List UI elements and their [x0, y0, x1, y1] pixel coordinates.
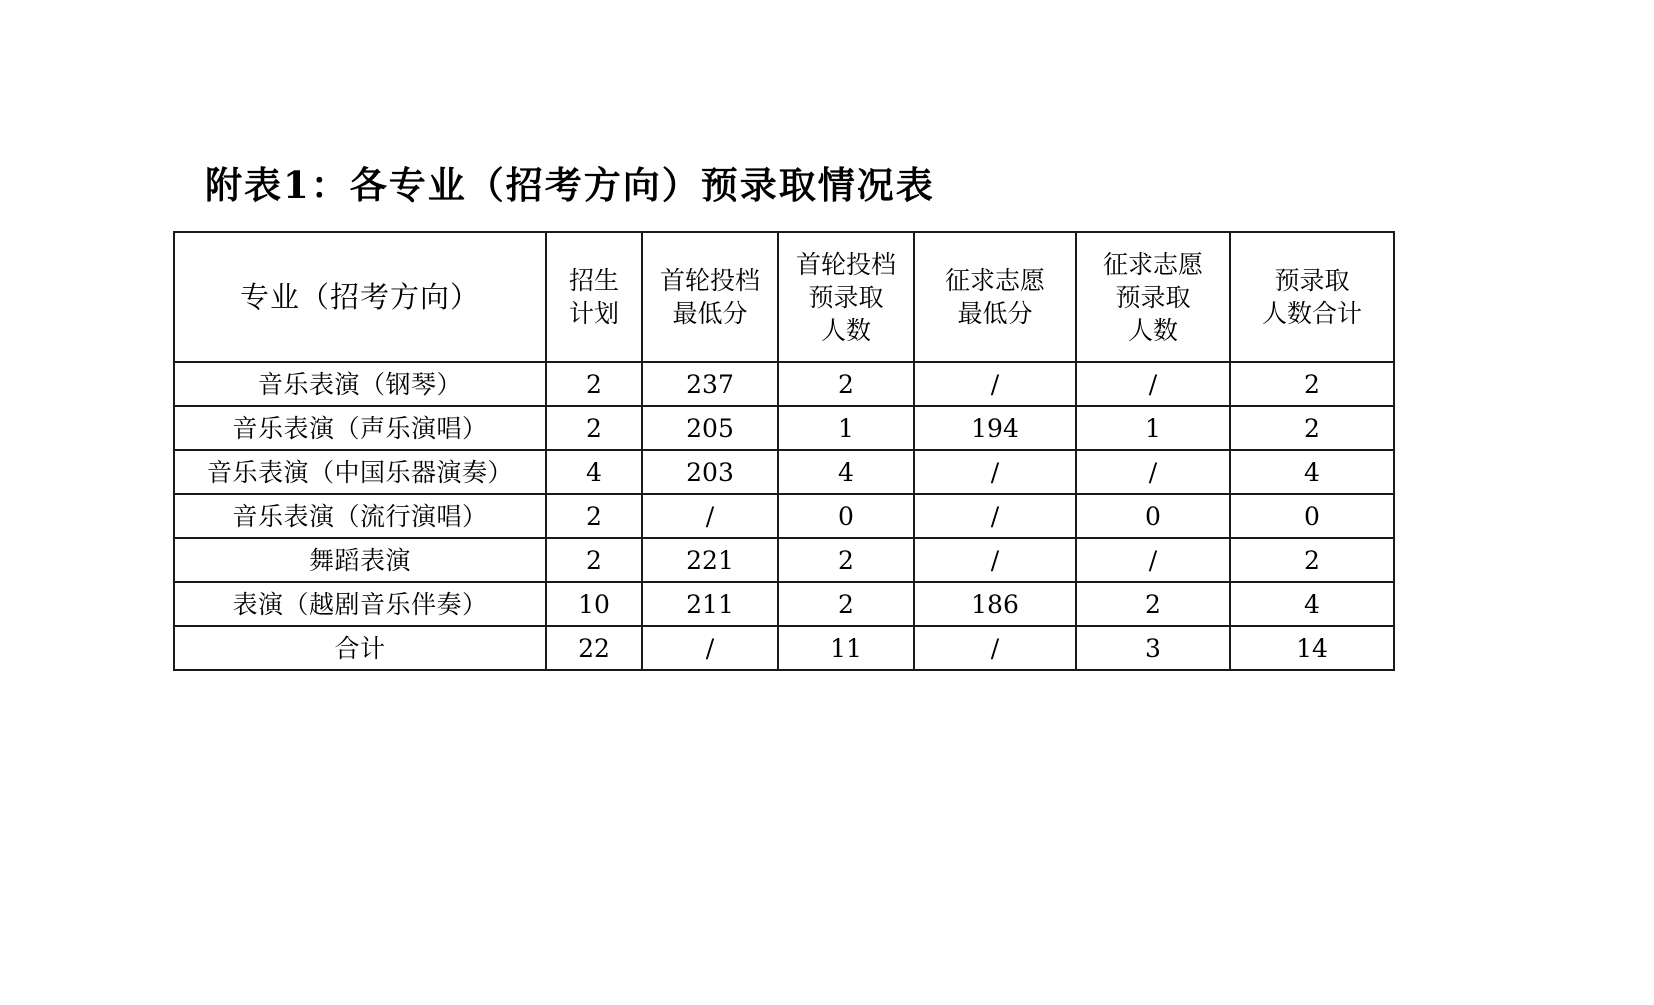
cell-first-round-admitted: 1 [778, 406, 914, 450]
cell-first-round-min-score: 203 [642, 450, 778, 494]
cell-first-round-admitted: 4 [778, 450, 914, 494]
column-header-line: 首轮投档 [659, 266, 760, 295]
column-header-first-round-admitted-count [778, 232, 914, 362]
column-header-line: 预录取 [1115, 282, 1191, 312]
cell-first-round-admitted: 2 [778, 362, 914, 406]
cell-first-round-min-score: 211 [642, 582, 778, 626]
column-header-total-admitted [1230, 232, 1394, 362]
column-header-first-round-min-score [642, 232, 778, 362]
cell-plan: 2 [546, 494, 642, 538]
cell-total-admitted: 14 [1230, 626, 1394, 670]
cell-solicit-min-score: / [914, 538, 1076, 582]
cell-first-round-admitted: 2 [778, 582, 914, 626]
cell-plan: 10 [546, 582, 642, 626]
table-header [174, 232, 1394, 362]
column-header-line: 预录取 [808, 282, 884, 312]
column-header-plan [546, 232, 642, 362]
cell-total-admitted: 0 [1230, 494, 1394, 538]
column-header-line: 招生 [568, 266, 619, 295]
column-header-line: 征求志愿 [944, 266, 1045, 295]
enrollment-table [173, 231, 1395, 671]
column-header-line: 征求志愿 [1102, 249, 1203, 279]
cell-plan: 2 [546, 362, 642, 406]
cell-major: 音乐表演（钢琴） [174, 362, 546, 406]
column-header-solicit-admitted-count [1076, 232, 1230, 362]
cell-major: 舞蹈表演 [174, 538, 546, 582]
cell-solicit-admitted: / [1076, 538, 1230, 582]
cell-total-admitted: 2 [1230, 362, 1394, 406]
enrollment-table-container [173, 231, 1393, 671]
cell-solicit-admitted: 1 [1076, 406, 1230, 450]
cell-major: 音乐表演（中国乐器演奏） [174, 450, 546, 494]
column-header-line: 最低分 [957, 299, 1033, 328]
column-header-major [174, 232, 546, 362]
cell-total-admitted: 4 [1230, 582, 1394, 626]
cell-first-round-min-score: 205 [642, 406, 778, 450]
column-header-line: 计划 [568, 299, 619, 328]
cell-total-admitted: 2 [1230, 406, 1394, 450]
column-header-line: 预录取 [1274, 266, 1350, 295]
cell-solicit-min-score: 186 [914, 582, 1076, 626]
cell-solicit-admitted: 0 [1076, 494, 1230, 538]
cell-plan: 2 [546, 538, 642, 582]
cell-first-round-admitted: 2 [778, 538, 914, 582]
table-header-row [174, 232, 1394, 362]
cell-solicit-min-score: / [914, 450, 1076, 494]
table-row [174, 450, 1394, 494]
column-header-solicit-min-score [914, 232, 1076, 362]
cell-major: 合计 [174, 626, 546, 670]
table-row [174, 406, 1394, 450]
cell-first-round-admitted: 0 [778, 494, 914, 538]
cell-plan: 2 [546, 406, 642, 450]
cell-total-admitted: 2 [1230, 538, 1394, 582]
cell-solicit-min-score: 194 [914, 406, 1076, 450]
cell-first-round-min-score: / [642, 626, 778, 670]
cell-major: 音乐表演（声乐演唱） [174, 406, 546, 450]
cell-solicit-min-score: / [914, 626, 1076, 670]
column-header-line: 首轮投档 [795, 249, 896, 279]
table-row [174, 582, 1394, 626]
cell-solicit-admitted: 2 [1076, 582, 1230, 626]
column-header-line: 人数合计 [1261, 299, 1362, 328]
table-row-total [174, 626, 1394, 670]
table-row [174, 362, 1394, 406]
cell-plan: 4 [546, 450, 642, 494]
page-title: 附表1：各专业（招考方向）预录取情况表 [205, 163, 935, 207]
cell-first-round-admitted: 11 [778, 626, 914, 670]
column-header-line: 人数 [1127, 315, 1178, 345]
column-header-line: 专业（招考方向） [239, 279, 480, 314]
cell-total-admitted: 4 [1230, 450, 1394, 494]
cell-major: 音乐表演（流行演唱） [174, 494, 546, 538]
cell-plan: 22 [546, 626, 642, 670]
cell-major: 表演（越剧音乐伴奏） [174, 582, 546, 626]
cell-solicit-admitted: 3 [1076, 626, 1230, 670]
cell-first-round-min-score: 221 [642, 538, 778, 582]
column-header-line: 人数 [820, 315, 871, 345]
column-header-line: 最低分 [672, 299, 748, 328]
cell-solicit-min-score: / [914, 494, 1076, 538]
cell-first-round-min-score: / [642, 494, 778, 538]
table-row [174, 538, 1394, 582]
cell-solicit-admitted: / [1076, 450, 1230, 494]
table-row [174, 494, 1394, 538]
cell-first-round-min-score: 237 [642, 362, 778, 406]
table-body [174, 362, 1394, 670]
cell-solicit-min-score: / [914, 362, 1076, 406]
cell-solicit-admitted: / [1076, 362, 1230, 406]
